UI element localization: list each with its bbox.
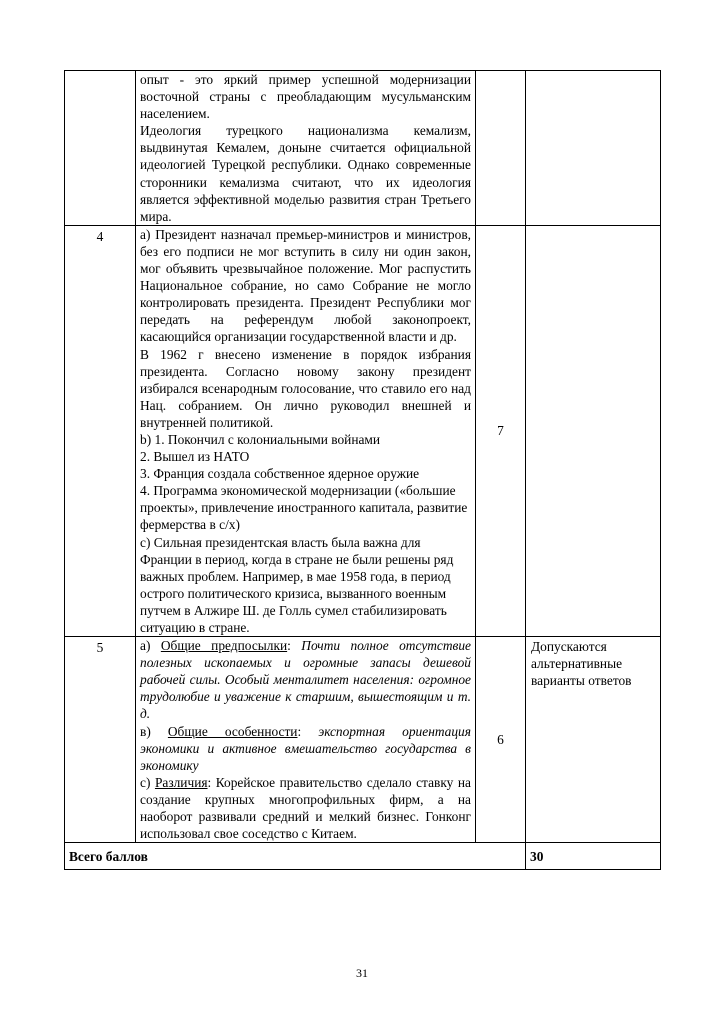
total-label: Всего баллов (65, 843, 526, 870)
block-separator: : (297, 723, 319, 739)
answer-block (140, 723, 471, 774)
table-row (65, 71, 661, 226)
block-separator: : (287, 638, 302, 654)
answer-text-cell (136, 637, 476, 843)
answer-block (140, 637, 471, 722)
task-number-cell (65, 71, 136, 226)
block-text: Почти полное отсутствие полезных ископаемых и огромные запасы дешевой рабочей силы. Особый менталитет населения: огромное трудолюбие и уважение к старшим, вышестоящим и т. д. (140, 638, 471, 722)
task-number-cell: 5 (65, 637, 136, 843)
task-number-cell: 4 (65, 225, 136, 636)
points-cell: 6 (476, 637, 526, 843)
block-prefix: а) (140, 638, 161, 654)
points-cell (476, 71, 526, 226)
answer-key-table (64, 70, 661, 870)
answer-paragraph: b) 1. Покончил с колониальными войнами (140, 431, 381, 447)
note-cell (526, 225, 661, 636)
answer-paragraph: Идеология турецкого национализма кемализм, выдвинутая Кемалем, доныне считается официальной идеологией Турецкой республики. Однако современные сторонники кемализма считают, что их идеология является эффективной моделью развития стран Третьего мира. (140, 123, 471, 224)
page-number: 31 (356, 966, 368, 980)
answer-paragraph: 4. Программа экономической модернизации («большие проекты», привлечение иностранного капитала, развитие фермерства в с/х) (140, 483, 468, 533)
answer-paragraph: опыт - это яркий пример успешной модернизации восточной страны с преобладающим мусульманским населением. (140, 72, 471, 122)
answer-paragraph: 3. Франция создала собственное ядерное оружие (140, 466, 420, 482)
table-row (65, 225, 661, 636)
block-text: экспортная ориентация экономики и активное вмешательство государства в экономику (140, 723, 471, 773)
table-row (65, 637, 661, 843)
block-prefix: с) (140, 774, 155, 790)
note-cell: Допускаются альтернативные варианты ответов (526, 637, 661, 843)
answer-paragraph: 2. Вышел из НАТО (140, 449, 250, 465)
points-cell: 7 (476, 225, 526, 636)
total-value: 30 (526, 843, 661, 870)
block-heading: Общие предпосылки (160, 638, 288, 654)
answer-text-cell (136, 225, 476, 636)
block-heading: Общие особенности (167, 723, 298, 739)
total-row (65, 843, 661, 870)
block-text: Корейское правительство сделало ставку на создание крупных многопрофильных фирм, а на наоборот развивали средний и мелкий бизнес. Гонконг использовал свое соседство с Китаем. (140, 774, 471, 842)
answer-block (140, 774, 471, 842)
answer-paragraph: а) Президент назначал премьер-министров и министров, без его подписи не мог вступить в силу ни один закон, мог объявить чрезвычайное положение. Мог распустить Национальное собрание, но само Собрание не могло контролировать президента. Президент Республики мог передать на референдум любой законопроект, касающийся организации государственной власти и др. (140, 226, 471, 345)
block-separator: : (207, 774, 216, 790)
note-cell (526, 71, 661, 226)
answer-paragraph: с) Сильная президентская власть была важна для Франции в период, когда в стране не были решены ряд важных проблем. Например, в мае 1958 года, в период острого политического кризиса, вызванного военным путчем в Алжире Ш. де Голль сумел стабилизировать ситуацию в стране. (140, 534, 454, 635)
answer-paragraph: В 1962 г внесено изменение в порядок избрания президента. Согласно новому закону президент избирался всенародным голосование, что ставило его над Нац. собранием. Он лично руководил внешней и внутренней политикой. (140, 346, 471, 430)
block-heading: Различия (154, 774, 208, 790)
block-prefix: в) (140, 723, 168, 739)
answer-text-cell (136, 71, 476, 226)
